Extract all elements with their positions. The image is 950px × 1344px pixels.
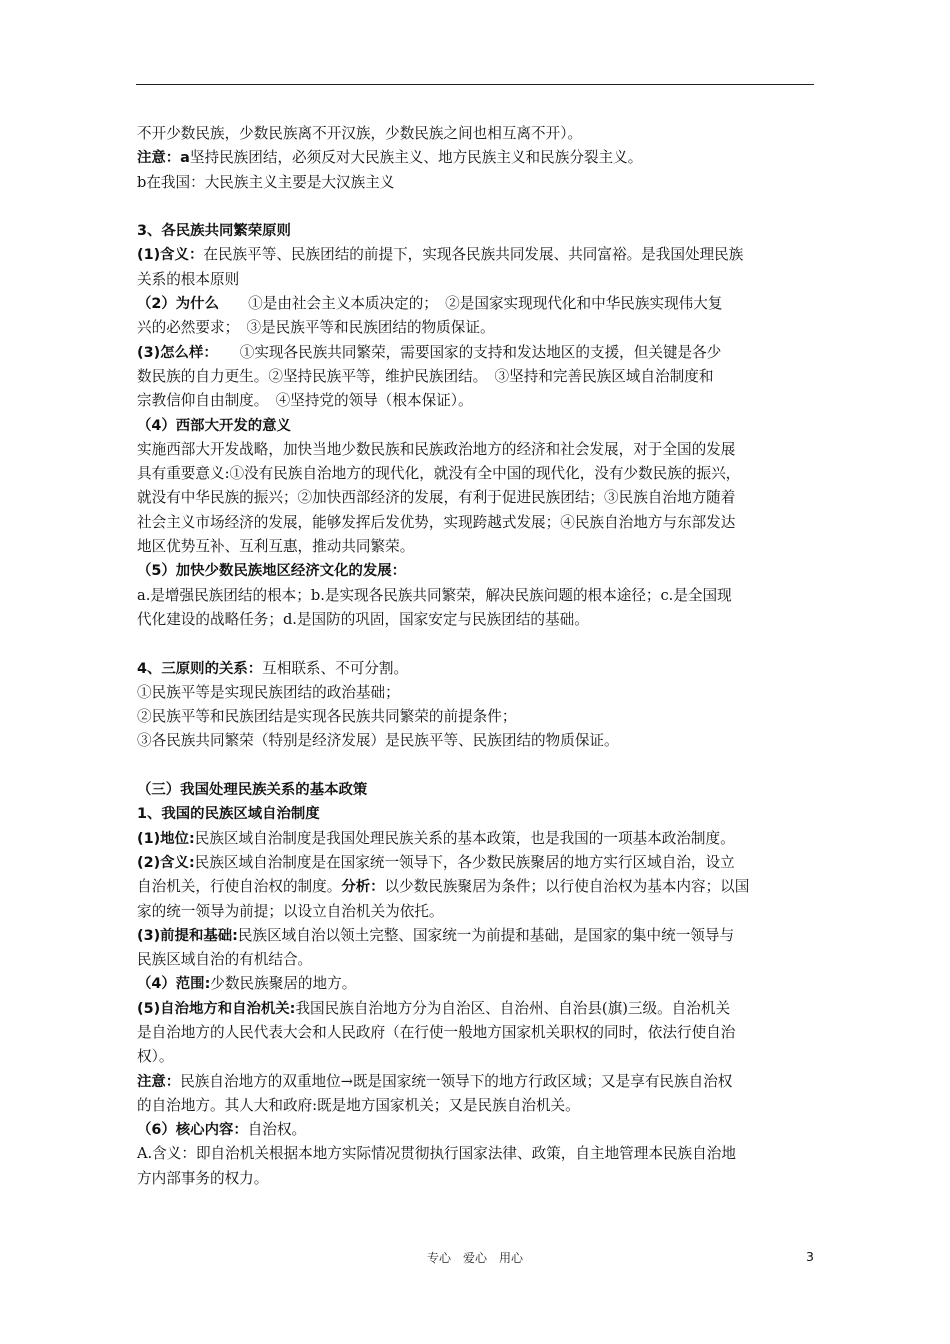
sub-heading: （5）加快少数民族地区经济文化的发展： xyxy=(137,563,407,580)
text-line: 家的统一领导为前提；以设立自治机关为依托。 xyxy=(137,902,444,920)
text-line: 权）。 xyxy=(137,1048,174,1066)
text-line: 地区优势互补、互利互惠，推动共同繁荣。 xyxy=(137,538,415,556)
page-number: 3 xyxy=(806,1249,814,1264)
text-line: (3)怎么样： ①实现各民族共同繁荣，需要国家的支持和发达地区的支援，但关键是各少 xyxy=(137,343,722,361)
label-bold: 4、三原则的关系： xyxy=(137,660,263,677)
text-line: A.含义：即自治机关根据本地方实际情况贯彻执行国家法律、政策，自主地管理本民族自治地 xyxy=(137,1145,736,1163)
text-line: a.是增强民族团结的根本；b.是实现各民族共同繁荣，解决民族问题的根本途径；c.是全国现 xyxy=(137,586,732,604)
text-line: （6）核心内容：自治权。 xyxy=(137,1121,307,1139)
text-line: (1)含义：在民族平等、民族团结的前提下，实现各民族共同发展、共同富裕。是我国处理民族 xyxy=(137,246,744,264)
text-line: ②民族平等和民族团结是实现各民族共同繁荣的前提条件； xyxy=(137,708,517,726)
text-line: (3)前提和基础:民族区域自治以领土完整、国家统一为前提和基础，是国家的集中统一领导与 xyxy=(137,926,735,944)
label-bold: (2)含义: xyxy=(137,854,195,871)
label-bold: 注意： xyxy=(137,1073,181,1090)
label-bold: (3)前提和基础: xyxy=(137,927,238,944)
section-heading: 3、各民族共同繁荣原则 xyxy=(137,223,291,240)
text-line: 自治机关，行使自治权的制度。分析：以少数民族聚居为条件；以行使自治权为基本内容；以国 xyxy=(137,878,750,896)
label-bold: （2）为什么 xyxy=(137,296,219,313)
text-line: 就没有中华民族的振兴；②加快西部经济的发展，有利于促进民族团结；③民族自治地方随着 xyxy=(137,489,736,507)
text-line: ③各民族共同繁荣（特别是经济发展）是民族平等、民族团结的物质保证。 xyxy=(137,732,619,750)
label-bold: (3)怎么样： xyxy=(137,344,211,361)
text-line: 注意：a坚持民族团结，必须反对大民族主义、地方民族主义和民族分裂主义。 xyxy=(137,149,643,167)
label-bold: （6）核心内容： xyxy=(137,1122,248,1139)
text-line: 代化建设的战略任务；d.是国防的巩固，国家安定与民族团结的基础。 xyxy=(137,610,589,628)
text-line: 兴的必然要求； ③是民族平等和民族团结的物质保证。 xyxy=(137,319,495,337)
text-line: 4、三原则的关系：互相联系、不可分割。 xyxy=(137,659,409,677)
text-line: (2)含义:民族区域自治制度是在国家统一领导下，各少数民族聚居的地方实行区域自治，设立 xyxy=(137,853,735,871)
text-line: 具有重要意义:①没有民族自治地方的现代化，就没有全中国的现代化，没有少数民族的振兴， xyxy=(137,465,741,483)
text-line: (5)自治地方和自治机关:我国民族自治地方分为自治区、自治州、自治县(旗)三级。自治机关 xyxy=(137,999,731,1017)
text-line: 关系的根本原则 xyxy=(137,270,240,288)
text-line: 方内部事务的权力。 xyxy=(137,1169,269,1187)
text-line: 实施西部大开发战略，加快当地少数民族和民族政治地方的经济和社会发展，对于全国的发展 xyxy=(137,440,736,458)
label-bold: (1)含义： xyxy=(137,247,204,264)
text-line: （2）为什么 ①是由社会主义本质决定的； ②是国家实现现代化和中华民族实现伟大复 xyxy=(137,295,723,313)
text-line: 宗教信仰自由制度。 ④坚持党的领导（根本保证）。 xyxy=(137,392,473,410)
text-line: ①民族平等是实现民族团结的政治基础； xyxy=(137,683,400,701)
label-bold: 分析： xyxy=(341,879,385,896)
text-line: 的自治地方。其人大和政府:既是地方国家机关；又是民族自治机关。 xyxy=(137,1096,580,1114)
label-bold: （4）范围: xyxy=(137,976,211,993)
sub-heading: （4）西部大开发的意义 xyxy=(137,417,291,434)
text-line: 社会主义市场经济的发展，能够发挥后发优势，实现跨越式发展；④民族自治地方与东部发达 xyxy=(137,513,736,531)
text-line: （4）范围:少数民族聚居的地方。 xyxy=(137,975,357,993)
document-body xyxy=(137,122,817,1191)
label-bold: (5)自治地方和自治机关: xyxy=(137,1000,296,1017)
label-bold: 注意：a xyxy=(137,150,190,167)
header-rule xyxy=(136,84,814,85)
text-line: 数民族的自力更生。②坚持民族平等，维护民族团结。 ③坚持和完善民族区域自治制度和 xyxy=(137,367,714,385)
footer-slogan: 专心 爱心 用心 xyxy=(426,1251,523,1265)
text-line: (1)地位:民族区域自治制度是我国处理民族关系的基本政策，也是我国的一项基本政治制度。 xyxy=(137,829,735,847)
section-heading: 1、我国的民族区域自治制度 xyxy=(137,806,320,823)
section-heading: （三）我国处理民族关系的基本政策 xyxy=(137,782,368,799)
text-line: 是自治地方的人民代表大会和人民政府（在行使一般地方国家机关职权的同时，依法行使自治 xyxy=(137,1023,736,1041)
text-line: 注意：民族自治地方的双重地位→既是国家统一领导下的地方行政区域；又是享有民族自治权 xyxy=(137,1072,733,1090)
label-bold: (1)地位: xyxy=(137,830,195,847)
text-line: 民族区域自治的有机结合。 xyxy=(137,951,313,969)
text-line: b在我国：大民族主义主要是大汉族主义 xyxy=(137,173,395,191)
text-line: 不开少数民族，少数民族离不开汉族，少数民族之间也相互离不开）。 xyxy=(137,125,583,142)
